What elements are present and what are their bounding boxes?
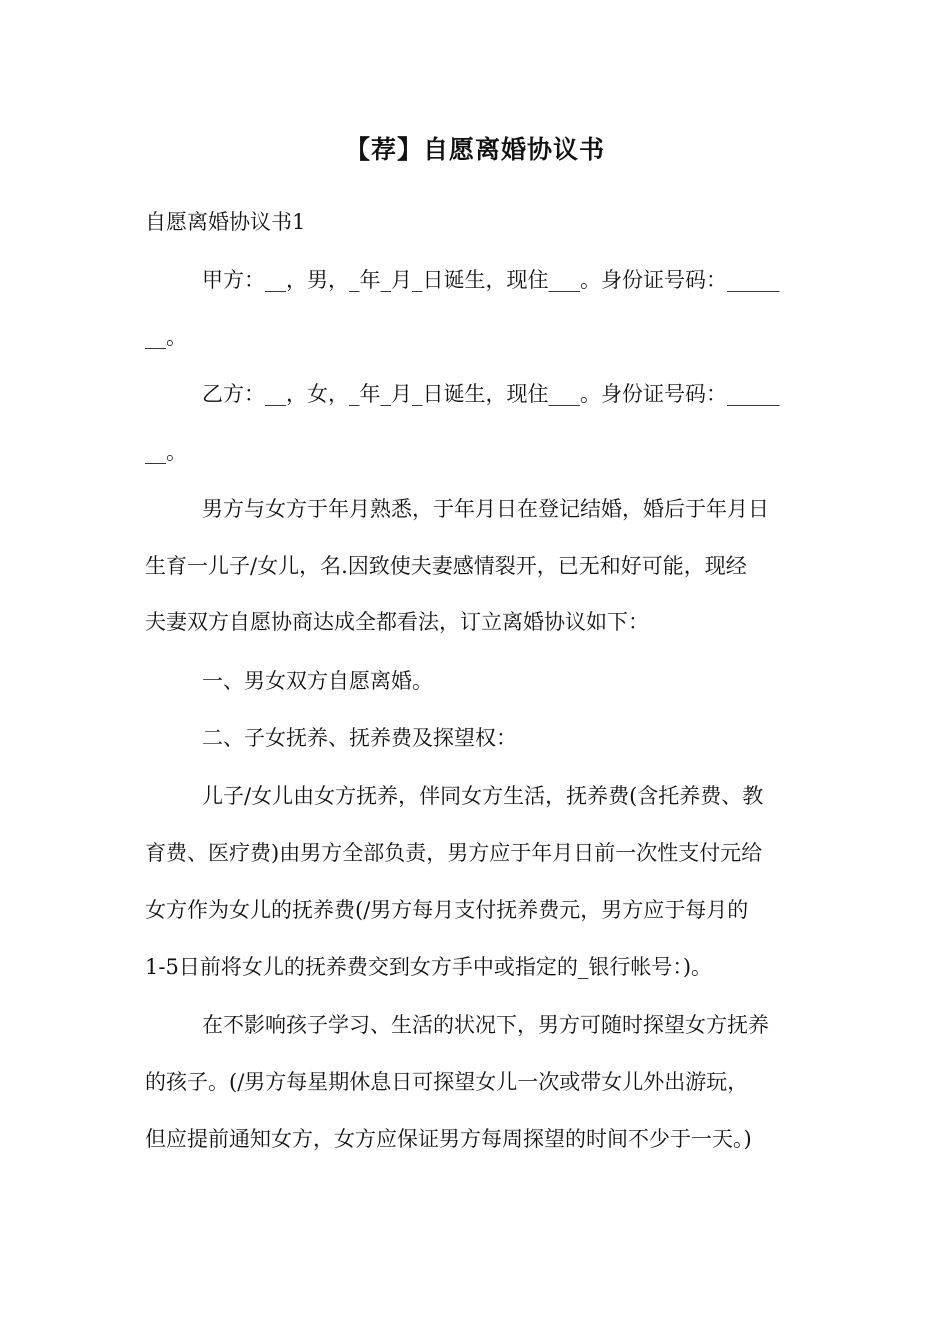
paragraph-line-background-1: 男方与女方于年月熟悉，于年月日在登记结婚，婚后于年月日 xyxy=(202,497,769,521)
paragraph-line-visitation-1: 在不影响孩子学习、生活的状况下，男方可随时探望女方抚养 xyxy=(202,1013,769,1037)
paragraph-line-visitation-2: 的孩子。(/男方每星期休息日可探望女儿一次或带女儿外出游玩， xyxy=(145,1070,749,1094)
paragraph-line-party-b-cont: __。 xyxy=(145,440,187,464)
document-subtitle: 自愿离婚协议书1 xyxy=(145,210,306,234)
paragraph-line-background-3: 夫妻双方自愿协商达成全都看法，订立离婚协议如下： xyxy=(145,610,649,634)
paragraph-line-party-a: 甲方：__，男，_年_月_日诞生，现住___。身份证号码：_____ xyxy=(202,268,780,292)
paragraph-line-custody-2: 育费、医疗费)由男方全部负责，男方应于年月日前一次性支付元给 xyxy=(145,841,763,865)
clause-two-heading: 二、子女抚养、抚养费及探望权： xyxy=(202,726,517,750)
paragraph-line-custody-4: 1-5日前将女儿的抚养费交到女方手中或指定的_银行帐号：)。 xyxy=(145,955,713,979)
clause-one: 一、男女双方自愿离婚。 xyxy=(202,669,433,693)
paragraph-line-custody-1: 儿子/女儿由女方抚养，伴同女方生活，抚养费(含托养费、教 xyxy=(202,784,764,808)
paragraph-line-background-2: 生育一儿子/女儿，名.因致使夫妻感情裂开，已无和好可能，现经 xyxy=(145,554,747,578)
paragraph-line-custody-3: 女方作为女儿的抚养费(/男方每月支付抚养费元，男方应于每月的 xyxy=(145,898,749,922)
paragraph-line-party-b: 乙方：__，女，_年_月_日诞生，现住___。身份证号码：_____ xyxy=(202,382,780,406)
document-title: 【荐】自愿离婚协议书 xyxy=(344,135,605,164)
paragraph-line-party-a-cont: __。 xyxy=(145,325,187,349)
paragraph-line-visitation-3: 但应提前通知女方，女方应保证男方每周探望的时间不少于一天。) xyxy=(145,1127,752,1151)
